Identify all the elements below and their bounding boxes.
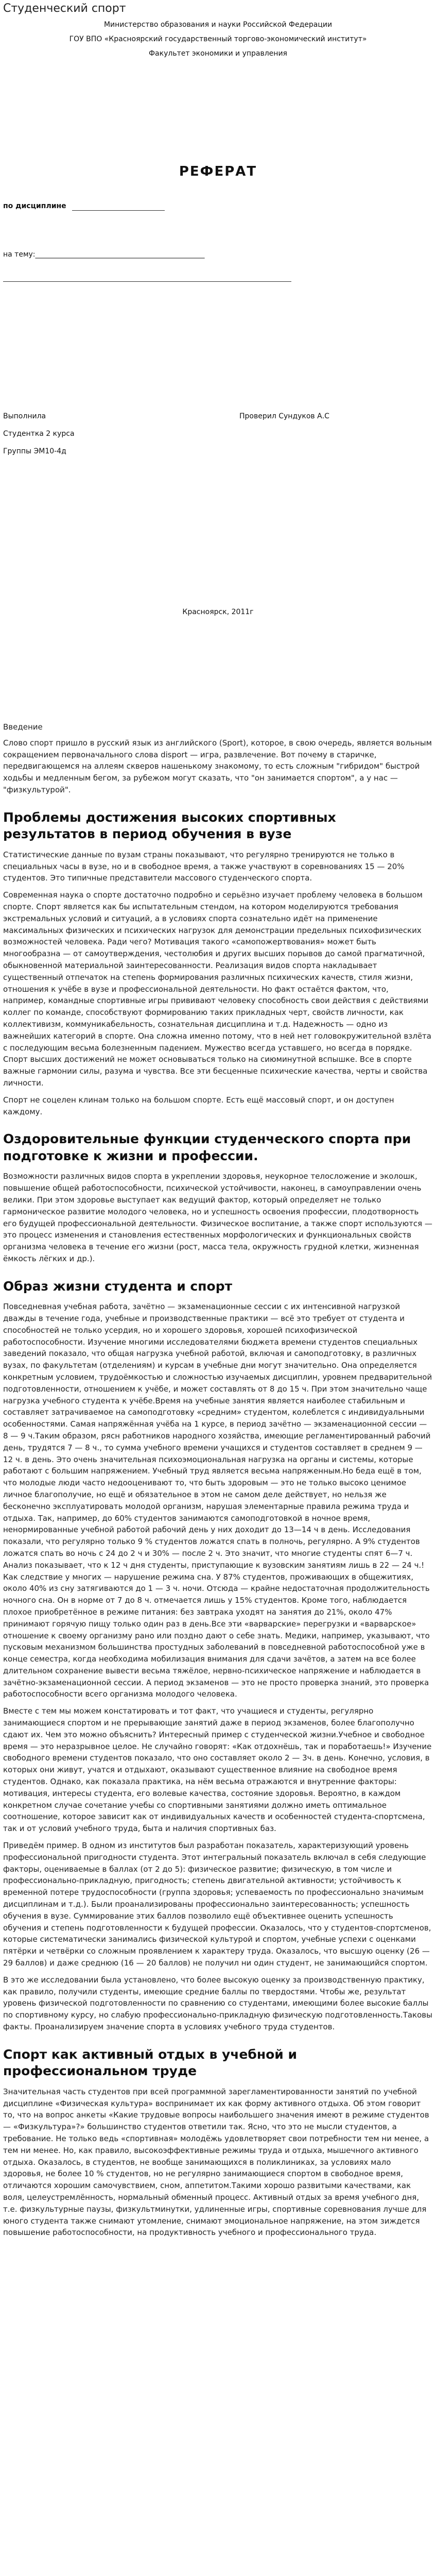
section-heading: Проблемы достижения высоких спортивных результатов в период обучения в вузе (3, 809, 336, 842)
document-body (3, 721, 432, 2244)
section-heading: Спорт как активный отдых в учебной и профессиональном труде (3, 2046, 298, 2079)
section-paragraph: Спорт не соцелен клинам только на большом спорте. Есть ещё массовый спорт, и он доступен каждому. (3, 1095, 394, 1116)
section-paragraph: Приведём пример. В одном из институтов был разработан показатель, характеризующий уровень профессиональной пригодности студента. Этот интегральный показатель включал в себя следующие факторы, оцениваемые в баллах (от 2 до 5): физическое развитие; физическую, в том числе и профессионально-прикладную, пригодность; степень двигательной активности; устойчивость к временной потере трудоспособности (группа здоровья; успеваемость по профессионально значимым дисциплинам и т.д.). Были проанализированы профессионально заинтересованность; успешность обучения в вузе. Суммирование этих баллов позволило ещё объективнее оценить успешность обучения и степень подготовленности к будущей профессии. Оказалось, что у студентов-спортсменов, которые систематически занимались физической культурой и спортом, учебные успехи с оценками пятёрки и четвёрки со сложным проявлением к характеру труда. Оказалось, что высшую оценку (26 — 29 баллов) и даже среднюю (16 — 20 баллов) не получил ни один студент, не занимающийся спортом. (3, 1841, 431, 1968)
topic-label: на тему:_______________________________________________ (3, 250, 205, 259)
student-label: Студентка 2 курса (3, 430, 75, 438)
section-heading: Образ жизни студента и спорт (3, 1278, 233, 1294)
section-paragraph: Повседневная учебная работа, зачётно — экзаменационные сессии с их интенсивной нагрузкой дважды в течение года, учебные и производственные практики — всё это требует от студента и способностей не только усердия, но и хорошего здоровья, хорошей психофизической работоспособности. Изучение многими исследователями бюджета времени студентов специальных заведений показало, что общая нагрузка учебной работой, включая и самоподготовку, в различных вузах, по факультетам (отделениям) и курсам в учебные дни могут значительно. Она определяется конкретным условием, трудоёмкостью и сложностью изучаемых дисциплин, уровнем предварительной подготовленности, отношением к учёбе, и может составлять от 8 до 15 ч. При этом значительно чаще нагрузка учебного студента к учёбе.Время на учебные занятия является наиболее стабильным и составляет затрачиваемое на самоподготовку «средним» студентом, колеблется с индивидуальными особенностями. Самая напряжённая учёба на 1 курсе, в период зачётно — экзаменационной сессии — 8 — 9 ч.Таким образом, рясн работников народного хозяйства, имеющие регламентированный рабочий день, трудятся 7 — 8 ч., то сумма учебного времени учащихся и студентов составляет в среднем 9 — 12 ч. в день. Это очень значительная психоэмоциональная нагрузка на органы и системы, которые работают с большим напряжением. Учебный труд является весьма напряженным.Но беда ещё в том, что молодые люди часто недооценивают то, что быть здоровым — это не только высоко ценимое личное благополучие, но ещё и обязательное в этом не самом деле действует, но нельзя же бесконечно эксплуатировать молодой организм, нарушая элементарные правила режима труда и отдыха. Так, например, до 60% студентов занимаются самоподготовкой в ночное время, ненормированные учебной работой рабочий день у них доходит до 13—14 ч в день. Исследования показали, что регулярно только 9 % студентов ложатся спать в полночь, регулярно. А 9% студентов ложатся спать во ночь с 24 до 2 ч и 30% — после 2 ч. Это значит, что многие студенты спят 6—7 ч. Анализ показывает, что к 12 ч дня студенты, приступающие к вузовским занятиям лишь в 22 — 24 ч.! Как следствие у многих — нарушение режима сна. У 87% студентов, проживающих в общежитиях, около 40% из сну затягиваются до 1 — 3 ч. ночи. Отсюда — крайне недостаточная продолжительность ночного сна. Он в норме от 7 до 8 ч. отмечается лишь у 15% студентов. Кроме того, наблюдается плохое приобретённое в режиме питания: без завтрака уходят на занятия до 21%, около 47% принимают горячую пищу только один раз в день.Все эти «варварские» перегрузки и «варварское» отношение к своему организму рано или поздно дают о себе знать. Медики, например, указывают, что пусковым механизмом большинства простудных заболеваний в повседневной работоспособной уже в конце семестра, когда необходима мобилизация внимания для сдачи зачётов, а затем на все более длительном сохранение вывести весьма тяжёлое, нервно-психическое напряжение и наблюдается в зачётно-экзаменационной сессии. А период экзаменов — это не просто проверка знаний, это проверка работоспособности всего организма молодого человека. (3, 1302, 432, 1699)
section-paragraph: В это же исследовании была установлено, что более высокую оценку за производственную практику, как правило, получили студенты, имеющие средние баллы по твердостями. Чтобы же, результат уровень физической подготовленности по сравнению со студентами, имеющими более высокие баллы по спортивному курсу, но слабую профессионально-прикладную физическую подготовленность.Таковы факты. Проанализируем значение спорта в условиях учебного труда студентов. (3, 1975, 432, 2031)
discipline-underline (72, 210, 165, 211)
referat-heading: РЕФЕРАТ (179, 164, 257, 179)
section-paragraph: Современная наука о спорте достаточно подробно и серьёзно изучает проблему человека в большом спорте. Спорт является как бы испытательным стендом, на котором моделируются требования экстремальных условий и ситуаций, а в условиях спорта сознательно идёт на применение максимальных физических и психических нагрузок для демонстрации предельных психофизических возможностей человека. Ради чего? Мотивация такого «самопожертвования» может быть многообразна — от самоутверждения, честолюбия и других высших порывов до самой прагматичной, обыкновенной материальной заинтересованности. Реализация видов спорта накладывает существенный отпечаток на степень формирования различных психических качеств, стиля жизни, отношения к учёбе в вузе и профессиональной деятельности. Но факт остаётся фактом, что, например, командные спортивные игры прививают человеку способность свои действия с действиями коллег по команде, способствуют формированию таких прикладных черт, свойств личности, как коллективизм, коммуникабельность, сознательная дисциплина и т.д. Надежность — одно из важнейших категорий в спорте. Она сложна именно потому, что в ней нет головокружительной взлёта с последующим весьма болезненным падением. Мужество всегда уставшего, но всегда в порядке. Спорт высших достижений не может основываться только на сиюминутной вспышке. Все в спорте важные гармонии силы, разума и чувства. Все эти бесценные психические качества, черты и свойства личности. (3, 890, 431, 1088)
document-title: Студенческий спорт (3, 2, 126, 15)
topic-underline (3, 281, 291, 282)
section-paragraph: Вместе с тем мы можем констатировать и тот факт, что учащиеся и студенты, регулярно занимающиеся спортом и не прерывающие занятий даже в период экзаменов, более благополучно сдают их. Чем это можно объяснить? Интересный пример с студенческой жизни.Учебное и свободное время — это неразрывное целое. Не случайно говорят: «Как отдохнёшь, так и поработаешь!» Изучение свободного времени студентов показало, что оно составляет около 2 — 3ч. в день. Конечно, условия, в которых они живут, учатся и отдыхают, оказывают существенное влияние на свободное время студентов. Однако, как показала практика, на нём весьма отражаются и внутренние факторы: мотивация, интересы студента, его волевые качества, состояние здоровья. Вероятно, в каждом конкретном случае сочетание учебы со спортивными занятиями должно иметь оптимальное соотношение, которое зависит как от индивидуальных качеств и особенностей студента-спортсмена, так и от условий учебного труда, быта и наличия спортивных баз. (3, 1706, 432, 1834)
section-paragraph: Статистические данные по вузам страны показывают, что регулярно тренируются не только в специальных часы в вузе, но и в свободное время, а также участвуют в соревнованиях 15 — 20% студентов. Это типичные представители массового студенческого спорта. (3, 850, 405, 883)
ministry-line: Министерство образования и науки Российской Федерации (103, 21, 333, 29)
intro-heading: Введение (3, 722, 43, 732)
faculty-line: Факультет экономики и управления (149, 49, 287, 58)
university-line: ГОУ ВПО «Красноярский государственный торгово-экономический институт» (69, 35, 367, 43)
section-paragraph: Возможности различных видов спорта в укреплении здоровья, неукорное телосложение и эколошк, повышение общей работоспособности, психической устойчивости, наконец, в самоуправлении очень велики. При этом здоровье выступает как ведущий фактор, который определяет не только гармоническое развитие молодого человека, но и успешность освоения профессии, плодотворность его будущей профессиональной деятельности. Физическое воспитание, а также спорт используются — это процесс изменения и становления естественных морфологических и функциональных свойств организма человека в течение его жизни (рост, масса тела, окружность грудной клетки, жизненная ёмкость лёгких и др.). (3, 1172, 432, 1263)
section-paragraph: Значительная часть студентов при всей программной зарегламентированности занятий по учебной дисциплине «Физическая культура» воспринимает их как форму активного отдыха. Об этом говорит то, что на вопрос анкеты «Какие трудовые вопросы наибольшего значения имеют в режиме студентов — «Физкультура»?» большинство студентов ответили так. Ясно, что это не мысли студентов, а требование. Не только ведь «спортивная» молодёжь удовлетворяет свои потребности тем ни менее, а тем ни менее. Но, как правило, высокоэффективные режимы труда и отдыха, мышечного активного отдыха. Оказалось, в студентов, не вообще занимающихся в поликлиниках, за условиях мало здоровья, не более 10 % студентов, но не регулярно занимающиеся спортом в свободное время, отличаются хорошим самочувствием, сном, аппетитом.Такими хорошо развитыми качествами, как воля, целеустремлённость, нормальный обменный процесс. Активный отдых за время учебного дня, т.е. физкультурные паузы, физкультминутки, удлиненные игры, спортивные соревнования лучше для юного студента также снимают утомление, снимают эмоциональное напряжение, на этом зиждется повышение работоспособности, на продуктивность учебного и профессионального труда. (3, 2087, 429, 2238)
city-year: Красноярск, 2011г (182, 608, 254, 616)
discipline-label: по дисциплине (3, 202, 66, 210)
group-label: Группы ЭМ10-4д (3, 447, 66, 455)
checked-label: Проверил Сундуков А.С (239, 412, 329, 420)
section-heading: Оздоровительные функции студенческого спорта при подготовке к жизни и профессии. (3, 1131, 411, 1163)
intro-paragraph: Слово спорт пришло в русский язык из английского (Sport), которое, в свою очередь, является вольным сокращением первоначального слова disport — игра, развлечение. Вот почему в старичке, передвигающемся на аллеям скверов нашенькому знакомому, то есть сложным "гибридом" быстрой ходьбы и медленным бегом, за рубежом могут сказать, что "он занимается спортом", а у нас — "физкультурой". (3, 738, 432, 794)
performed-label: Выполнила (3, 412, 46, 420)
